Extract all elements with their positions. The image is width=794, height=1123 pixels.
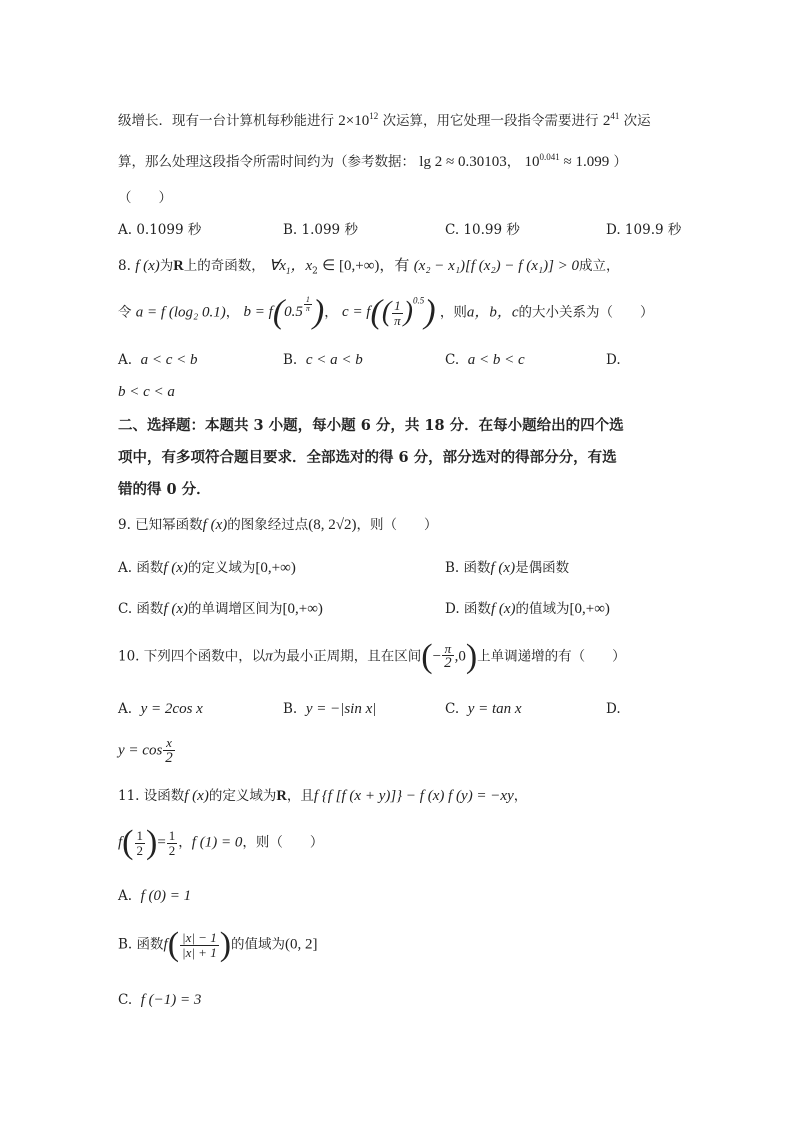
q8-option-b[interactable]: B. c < a < b	[283, 352, 363, 368]
q8-b-def: b = f(0.5 $\frac{1}{\pi}$ )	[243, 294, 325, 331]
section2-line1: 二、选择题：本题共 3 小题，每小题 6 分，共 18 分．在每小题给出的四个选	[118, 417, 624, 434]
q7-text-a: 级增长．现有一台计算机每秒能进行	[118, 113, 334, 129]
q7-ref-label: 算，那么处理这段指令所需时间约为（参考数据：	[118, 154, 415, 170]
q11-stem: 11. 设函数f (x)的定义域为R，且f {f [f (x + y)]} − f (x) f (y) = −xy，	[118, 788, 528, 804]
q8-condition: (x₂ − x₁)[f (x₂) − f (x₁)] > 0	[413, 258, 580, 274]
q7-line2: 算，那么处理这段指令所需时间约为（参考数据： lg 2 ≈ 0.30103， $10^{0.041} \approx 1.099$ ）	[118, 152, 628, 170]
q10-option-b[interactable]: B. y = −|sin x|	[283, 701, 377, 717]
q7-option-c[interactable]: C. 10.99 秒	[445, 222, 520, 238]
q8-number: 8.	[118, 258, 131, 274]
q8-a-def: a = f (log₂ 0.1)	[135, 304, 226, 321]
q8-option-d-value: b < c < a	[118, 384, 175, 400]
q11-equation: f {f [f (x + y)]} − f (x) f (y) = −xy	[313, 788, 514, 804]
q7-ref2: $10^{0.041} \approx 1.099$	[524, 152, 610, 170]
q7-option-a[interactable]: A. 0.1099 秒	[118, 222, 202, 238]
q7-option-d[interactable]: D. 109.9 秒	[606, 222, 682, 238]
q8-line2: 令 a = f (log₂ 0.1)， b = f(0.5 $\frac{1}{\pi}$ )， c = f(( $\frac{1}{\pi}$ )$^{0.5}$) ，则a，b，c的大小关系为（ ）	[118, 294, 654, 331]
q11-option-a[interactable]: A. f (0) = 1	[118, 888, 192, 904]
q7-pow-expr: $2^{41}$	[602, 111, 620, 129]
q7-ref1: lg 2 ≈ 0.30103	[419, 154, 507, 170]
q9-option-a[interactable]: A. 函数f (x)的定义域为[0,+∞)	[118, 560, 296, 576]
q8-line1: 8. f (x)为R上的奇函数， $\forall x_1$，$x_2$ ∈ [0,+∞)，有 (x₂ − x₁)[f (x₂) − f (x₁)] > 0成立，	[118, 258, 620, 277]
q9-option-d[interactable]: D. 函数f (x)的值域为[0,+∞)	[445, 601, 610, 617]
q7-option-b[interactable]: B. 1.099 秒	[283, 222, 358, 238]
q11-option-c[interactable]: C. f (−1) = 3	[118, 992, 202, 1008]
q8-option-c[interactable]: C. a < b < c	[445, 352, 525, 368]
q10-option-d-value: y = cos $\frac{x}{2}$	[118, 735, 173, 766]
q9-option-b[interactable]: B. 函数f (x)是偶函数	[445, 560, 570, 576]
q10-stem: 10. 下列四个函数中，以π为最小正周期，且在区间(− $\frac{\pi}{2}$ ,0)上单调递增的有（ ）	[118, 638, 626, 675]
q10-option-a[interactable]: A. y = 2cos x	[118, 701, 203, 717]
q9-point: (8, 2√2)	[308, 517, 357, 533]
q9-stem: 9. 已知幂函数f (x)的图象经过点(8, 2√2)，则（ ）	[118, 517, 438, 533]
q10-option-c[interactable]: C. y = tan x	[445, 701, 522, 717]
q11-option-b[interactable]: B. 函数f( $\frac{|x| - 1}{|x| + 1}$ )的值域为(0, 2]	[118, 926, 318, 963]
q11-line2: f( $\frac{1}{2}$ )= $\frac{1}{2}$ ，f (1) = 0，则（ ）	[118, 824, 324, 861]
q7-ops-expr: $2\times 10^{12}$	[338, 111, 379, 129]
section2-line3: 错的得 0 分．	[118, 481, 211, 498]
q7-text-c: 次运	[623, 113, 651, 129]
q7-blank: （ ）	[118, 190, 172, 206]
q7-text-b: 次运算，用它处理一段指令需要进行	[382, 113, 599, 129]
q9-option-c[interactable]: C. 函数f (x)的单调增区间为[0,+∞)	[118, 601, 323, 617]
q7-line1	[118, 109, 651, 130]
section2-line2: 项中，有多项符合题目要求．全部选对的得 6 分，部分选对的得部分分，有选	[118, 449, 617, 466]
q8-c-def: c = f(( $\frac{1}{\pi}$ )$^{0.5}$)	[342, 294, 436, 331]
q8-option-a[interactable]: A. a < c < b	[118, 352, 198, 368]
q10-option-d[interactable]: D.	[606, 701, 621, 717]
q8-option-d[interactable]: D.	[606, 352, 621, 368]
